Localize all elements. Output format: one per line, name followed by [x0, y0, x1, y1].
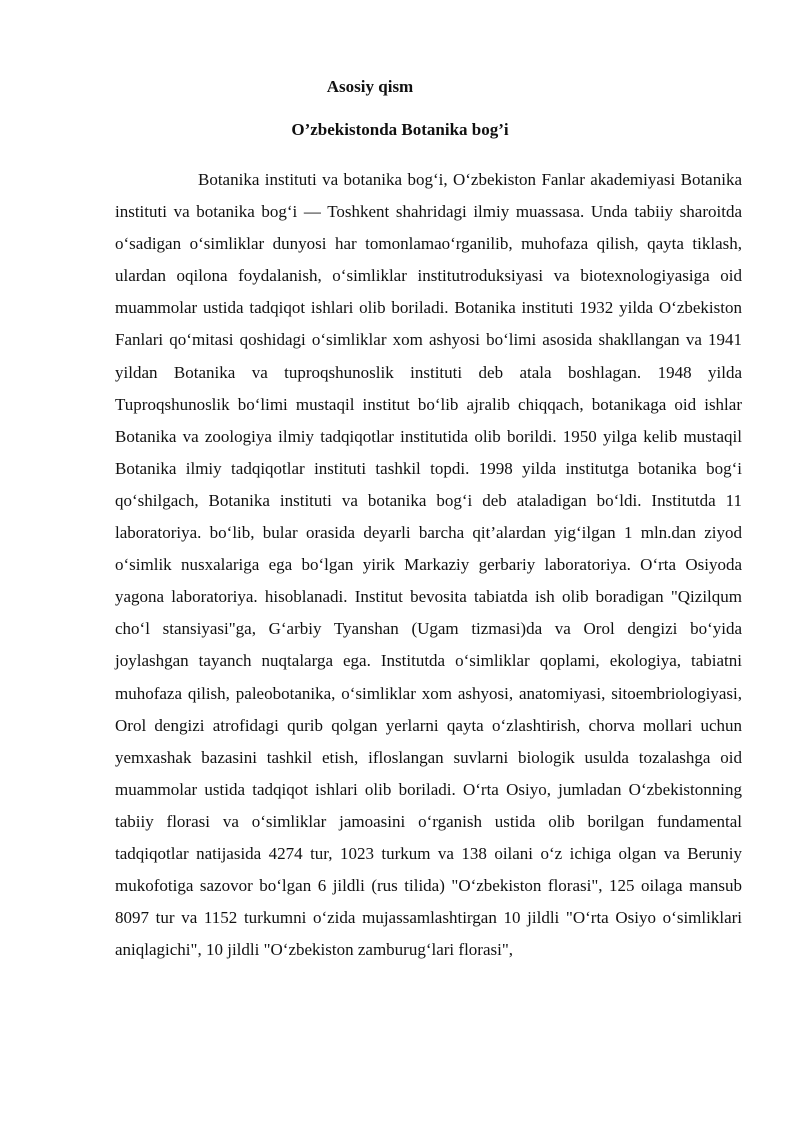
section-title: Asosiy qism [326, 77, 414, 96]
document-title: O’zbekistonda Botanika bog’i [291, 120, 509, 139]
body-paragraph: Botanika instituti va botanika bog‘i, O‘zbekiston Fanlar akademiyasi Botanika instituti va botanika bog‘i — Toshkent shahridagi ilmiy muassasa. Unda tabiiy sharoitda o‘sadigan o‘simliklar dunyosi har tomonlamao‘rganilib, muhofaza qilish, qayta tiklash, ulardan oqilona foydalanish, o‘simliklar institutroduksiyasi va biotexnologiyasiga oid muammolar ustida tadqiqot ishlari olib boriladi. Botanika instituti 1932 yilda O‘zbekiston Fanlari qo‘mitasi qoshidagi o‘simliklar xom ashyosi bo‘limi asosida shakllangan va 1941 yildan Botanika va tuproqshunoslik instituti deb atala boshlagan. 1948 yilda Tuproqshunoslik bo‘limi mustaqil institut bo‘lib ajralib chiqqach, botanikaga oid ishlar Botanika va zoologiya ilmiy tadqiqotlar institutida olib borildi. 1950 yilga kelib mustaqil Botanika ilmiy tadqiqotlar instituti tashkil topdi. 1998 yilda institutga botanika bog‘i qo‘shilgach, Botanika instituti va botanika bog‘i deb ataladigan bo‘ldi. Institutda 11 laboratoriya. bo‘lib, bular orasida deyarli barcha qit’alardan yig‘ilgan 1 mln.dan ziyod o‘simlik nusxalariga ega bo‘lgan yirik Markaziy gerbariy laboratoriya. O‘rta Osiyoda yagona laboratoriya. hisoblanadi. Institut bevosita tabiatda ish olib boradigan "Qizilqum cho‘l stansiyasi"ga, G‘arbiy Tyanshan (Ugam tizmasi)da va Orol dengizi bo‘yida joylashgan tayanch nuqtalarga ega. Institutda o‘simliklar qoplami, ekologiya, tabiatni muhofaza qilish, paleobotanika, o‘simliklar xom ashyosi, anatomiyasi, sitoembriologiyasi, Orol dengizi atrofidagi qurib qolgan yerlarni qayta o‘zlashtirish, chorva mollari uchun yemxashak bazasini tashkil etish, ifloslangan suvlarni biologik usulda tozalashga oid muammolar ustida tadqiqot ishlari olib boriladi. O‘rta Osiyo, jumladan O‘zbekistonning tabiiy florasi va o‘simliklar jamoasini o‘rganish ustida olib borilgan fundamental tadqiqotlar natijasida 4274 tur, 1023 turkum va 138 oilani o‘z ichiga olgan va Beruniy mukofotiga sazovor bo‘lgan 6 jildli (rus tilida) "O‘zbekiston florasi", 125 oilaga mansub 8097 tur va 1152 turkumni o‘zida mujassamlashtirgan 10 jildli "O‘rta Osiyo o‘simliklari aniqlagichi", 10 jildli "O‘zbekiston zamburug‘lari florasi", [115, 170, 742, 960]
